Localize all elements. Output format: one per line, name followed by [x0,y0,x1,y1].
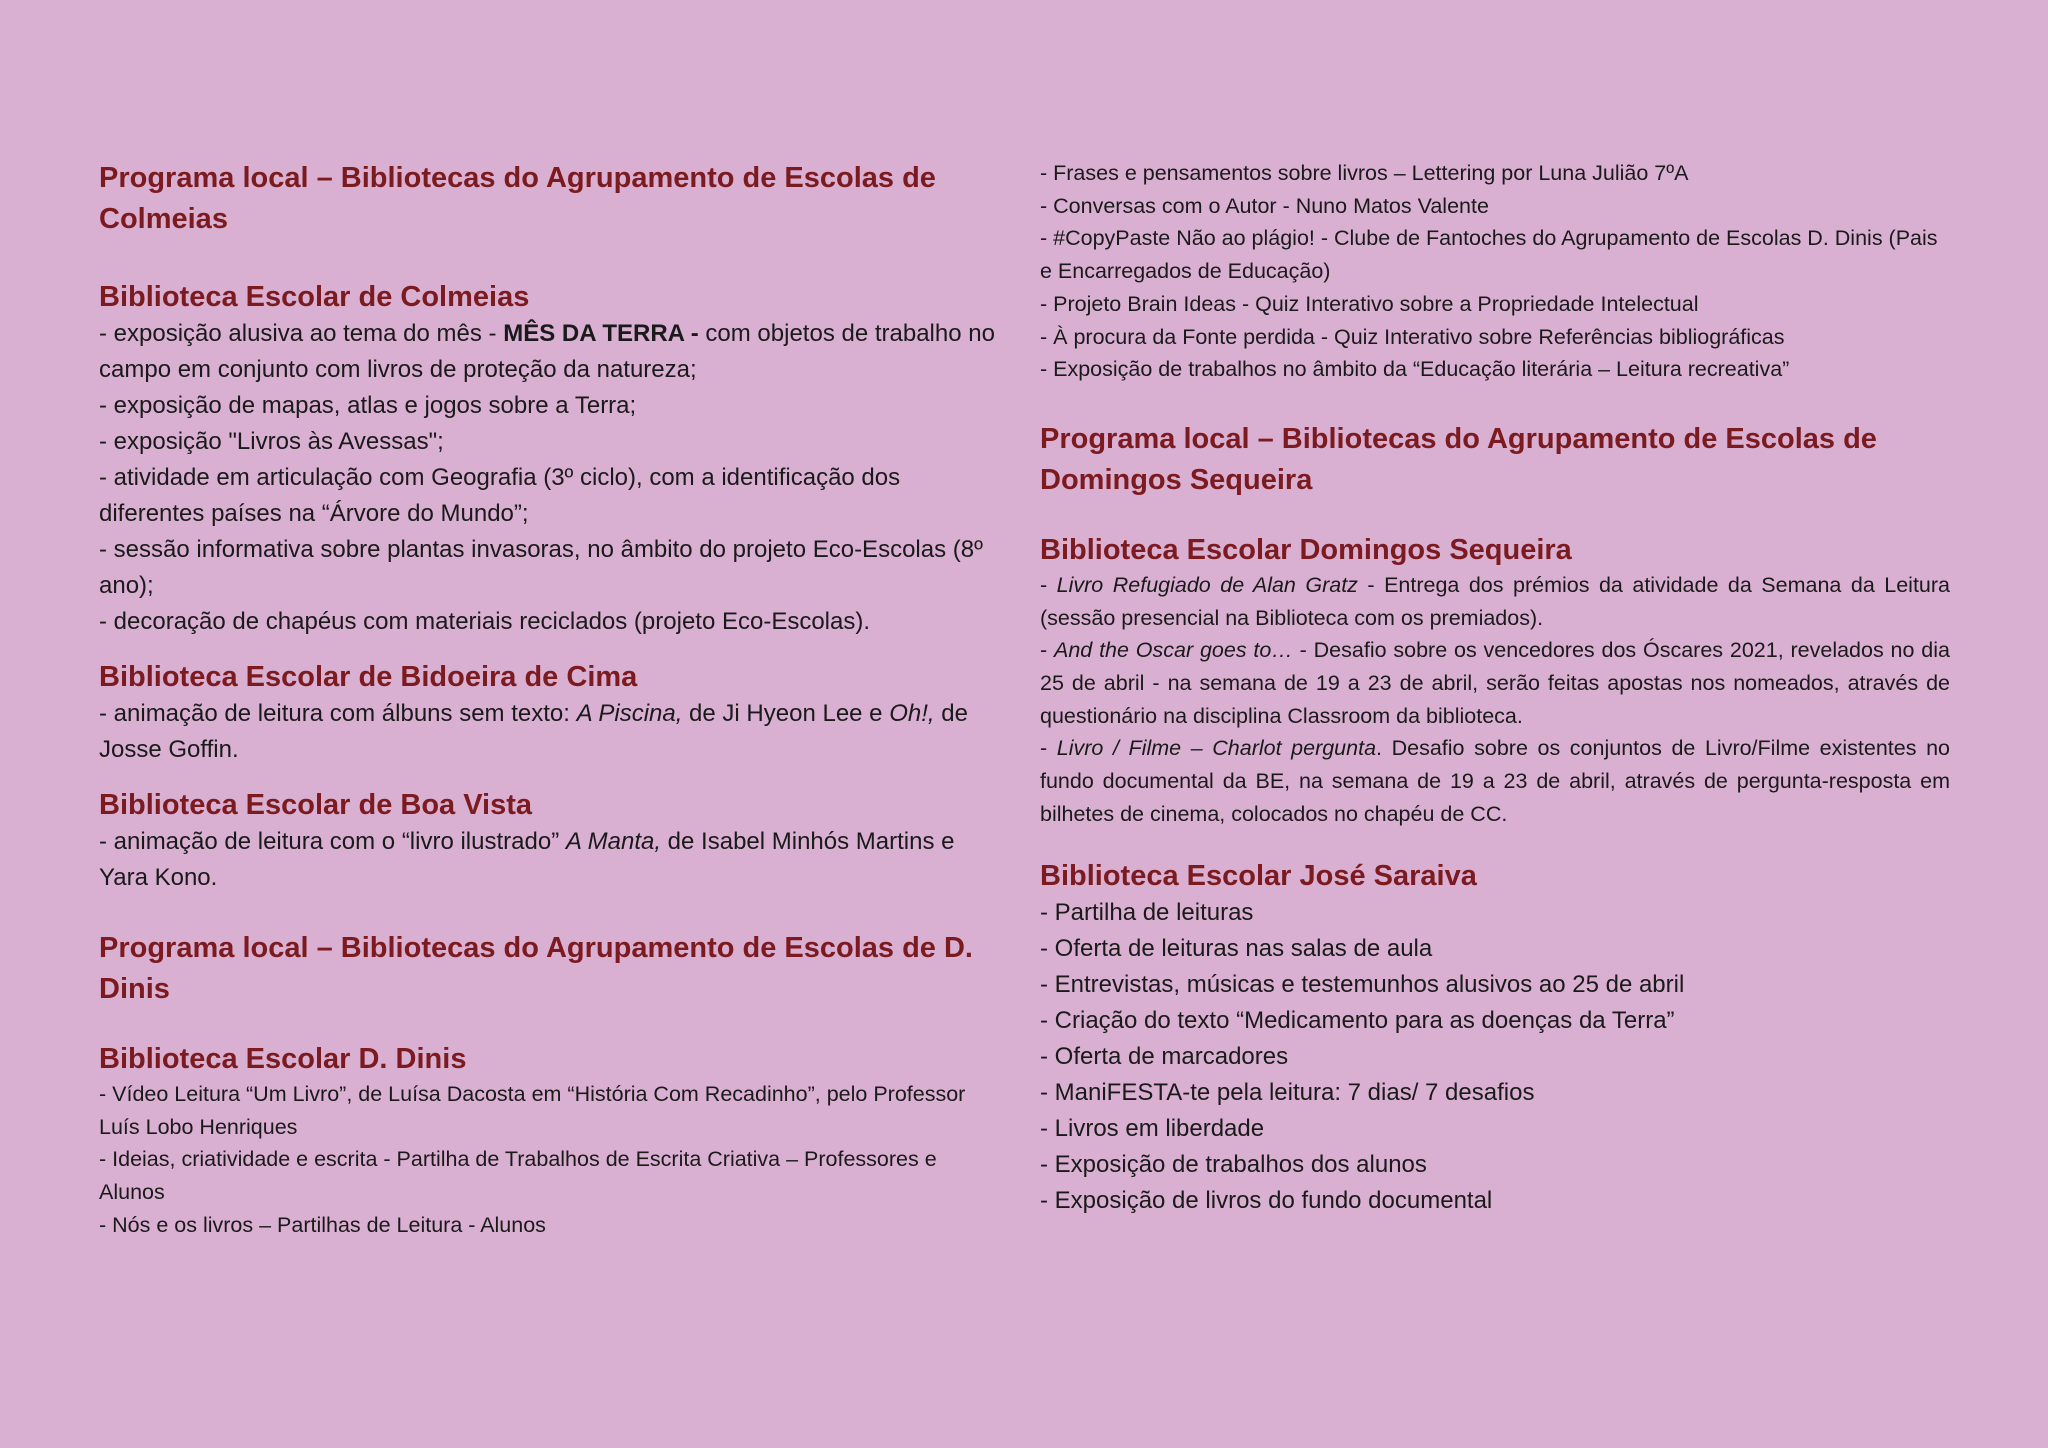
library-title-bidoeira: Biblioteca Escolar de Bidoeira de Cima [99,661,638,693]
dinis-activity-list [99,1078,1004,1242]
item-text: com objetos de trabalho no campo em conjunto com livros de proteção da natureza; [99,320,995,383]
book-title: Oh!, [889,700,935,727]
library-title-saraiva: Biblioteca Escolar José Saraiva [1040,859,1477,892]
list-item [1040,634,1950,732]
item-text: de Isabel Minhós Martins e Yara Kono. [99,828,955,891]
list-item: - Frases e pensamentos sobre livros – Lettering por Luna Julião 7ºA [1040,161,1689,185]
list-item: - Entrevistas, músicas e testemunhos alusivos ao 25 de abril [1040,970,1685,998]
dinis-activity-list-continued [1040,157,1950,386]
left-column [99,158,1004,1242]
item-text: - Desafio sobre os vencedores dos Óscares 2021, revelados no dia 25 de abril - na semana de 19 a 23 de abril, serão feitas apostas nos nomeados, através de questionário na disciplina Classroom da biblioteca. [1040,638,1950,728]
list-item: - Vídeo Leitura “Um Livro”, de Luísa Dacosta em “História Com Recadinho”, pelo Professor Luís Lobo Henriques [99,1082,966,1139]
list-item: - Criação do texto “Medicamento para as doenças da Terra” [1040,1006,1675,1034]
item-text: - Entrega dos prémios da atividade da Semana da Leitura (sessão presencial na Biblioteca com os premiados). [1040,572,1951,630]
library-title-dinis: Biblioteca Escolar D. Dinis [99,1043,467,1075]
item-highlight: MÊS DA TERRA - [503,320,706,347]
library-title-sequeira: Biblioteca Escolar Domingos Sequeira [1040,533,1572,566]
item-text: - animação de leitura com álbuns sem texto: [99,700,577,727]
library-title-boavista: Biblioteca Escolar de Boa Vista [99,789,533,821]
list-item: - Oferta de leituras nas salas de aula [1040,934,1433,962]
list-item: - Livros em liberdade [1040,1114,1265,1142]
list-item: - Oferta de marcadores [1040,1042,1289,1070]
activity-title: Livro Refugiado de Alan Gratz [1056,572,1358,597]
item-text: de Josse Goffin. [99,700,968,763]
bidoeira-activity [99,696,1004,768]
library-title-colmeias: Biblioteca Escolar de Colmeias [99,281,530,313]
list-item: - Exposição de trabalhos dos alunos [1040,1150,1427,1178]
book-title: A Manta, [565,828,662,855]
list-item: - sessão informativa sobre plantas invasoras, no âmbito do projeto Eco-Escolas (8º ano); [99,536,983,599]
list-item: - ManiFESTA-te pela leitura: 7 dias/ 7 desafios [1040,1078,1535,1106]
list-item: - Exposição de livros do fundo documental [1040,1186,1493,1214]
list-item [1040,569,1950,634]
item-text: . Desafio sobre os conjuntos de Livro/Filme existentes no fundo documental da BE, na semana de 19 a 23 de abril, através de pergunta-resposta em bilhetes de cinema, colocados no chapéu de CC. [1040,736,1950,826]
item-text: - [1040,736,1057,761]
activity-title: Livro / Filme – Charlot pergunta [1056,736,1377,761]
program-heading-sequeira: Programa local – Bibliotecas do Agrupamento de Escolas de Domingos Sequeira [1040,422,1877,496]
item-text: - animação de leitura com o “livro ilustrado” [99,828,566,855]
list-item: - Ideias, criatividade e escrita - Partilha de Trabalhos de Escrita Criativa – Professores e Alunos [99,1147,937,1205]
program-heading-colmeias: Programa local – Bibliotecas do Agrupamento de Escolas de Colmeias [99,162,936,235]
item-text: - [1040,638,1054,663]
program-heading-dinis: Programa local – Bibliotecas do Agrupamento de Escolas de D. Dinis [99,932,973,1005]
list-item: - Nós e os livros – Partilhas de Leitura - Alunos [99,1212,546,1237]
list-item: - Exposição de trabalhos no âmbito da “Educação literária – Leitura recreativa” [1040,357,1790,382]
list-item: - Partilha de leituras [1040,898,1254,926]
list-item: - atividade em articulação com Geografia (3º ciclo), com a identificação dos diferentes países na “Árvore do Mundo”; [99,464,901,527]
item-text: - exposição alusiva ao tema do mês - [99,320,504,347]
list-item: - decoração de chapéus com materiais reciclados (projeto Eco-Escolas). [99,608,871,635]
list-item: - Projeto Brain Ideas - Quiz Interativo sobre a Propriedade Intelectual [1040,291,1699,316]
list-item [99,316,1004,388]
list-item: - #CopyPaste Não ao plágio! - Clube de Fantoches do Agrupamento de Escolas D. Dinis (Pais e Encarregados de Educação) [1040,226,1938,284]
right-column [1040,157,1950,1219]
list-item: - Conversas com o Autor - Nuno Matos Valente [1040,193,1489,218]
list-item: - exposição "Livros às Avessas"; [99,428,444,455]
list-item [1040,732,1950,830]
list-item: - À procura da Fonte perdida - Quiz Interativo sobre Referências bibliográficas [1040,324,1785,349]
saraiva-activity-list [1040,895,1950,1219]
list-item: - exposição de mapas, atlas e jogos sobre a Terra; [99,392,637,419]
boavista-activity [99,824,1004,896]
item-text: - [1040,572,1057,597]
activity-title: And the Oscar goes to… [1054,638,1293,663]
sequeira-activity-list [1040,569,1950,831]
item-text: de Ji Hyeon Lee e [682,700,890,727]
book-title: A Piscina, [576,700,683,727]
colmeias-activity-list [99,316,1004,640]
